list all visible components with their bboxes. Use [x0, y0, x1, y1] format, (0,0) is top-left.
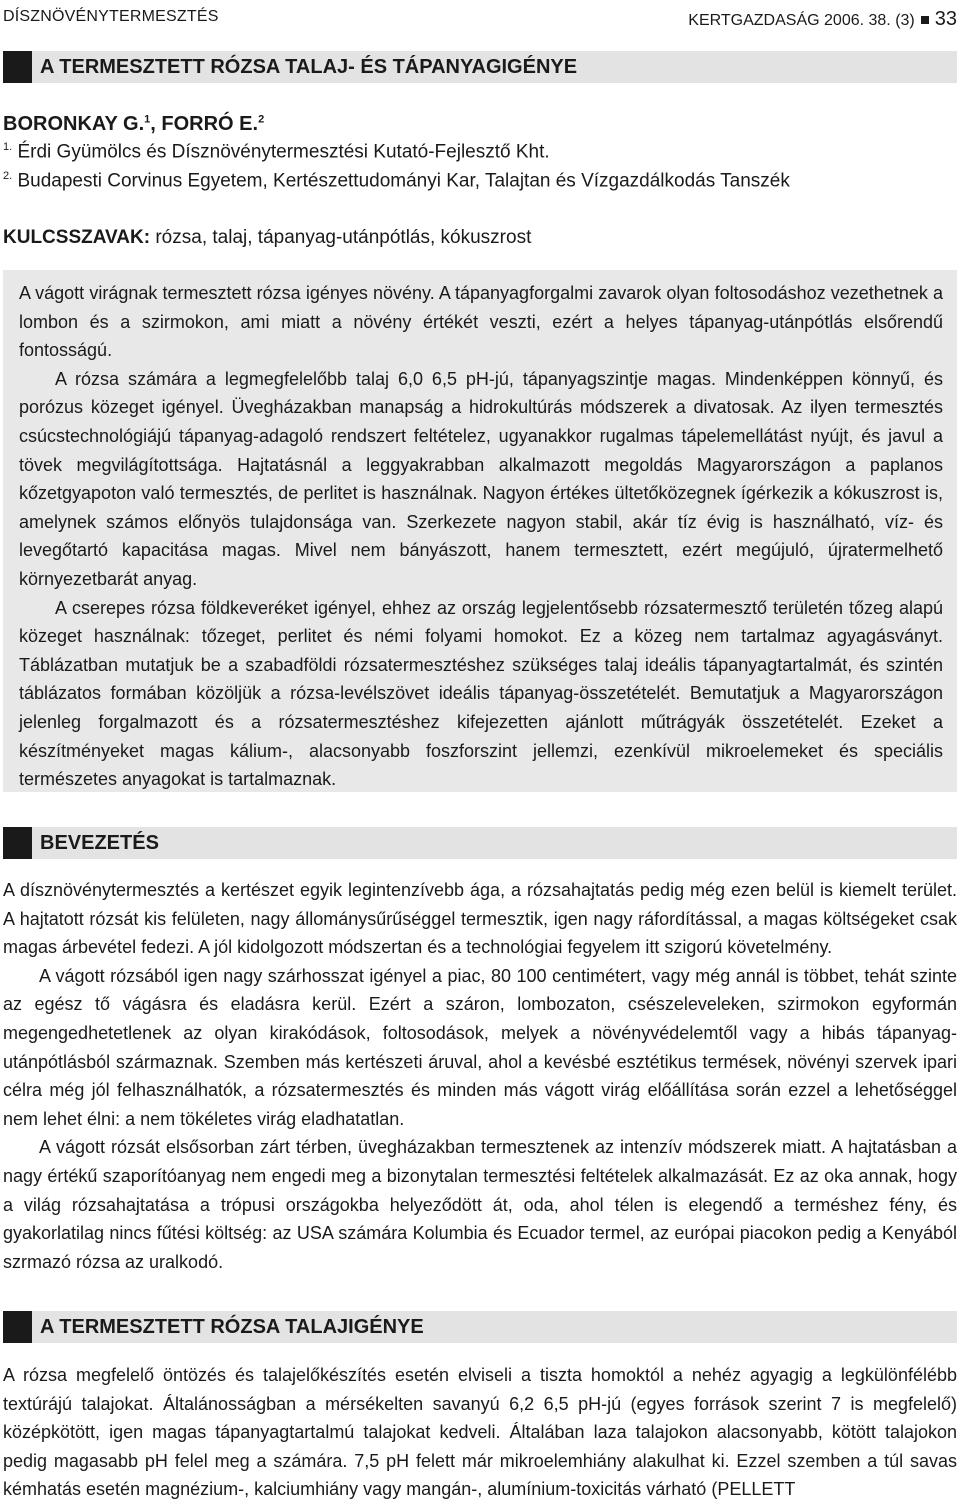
- body-paragraph: A vágott rózsát elsősorban zárt térben, üvegházakban termesztenek az intenzív módszerek miatt. A hajtatásban a nagy értékű szaporítóanyag nem engedi meg a bizonytalan termesztési feltételek alkalmazását. Ez az oka annak, hogy a világ rózsahajtatása a trópusi országokba helyeződött át, oda, ahol télen is elegendő a terméshez fény, és gyakorlatilag nincs fűtési költség: az USA számára Kolumbia és Ecuador termel, az európai piacokon pedig a Kenyából szrmazó rózsa az uralkodó.: [3, 1137, 957, 1272]
- square-bullet-icon: [921, 16, 929, 24]
- body-paragraph: A vágott rózsából igen nagy szárhosszat igényel a piac, 80 100 centimétert, vagy még annál is többet, tehát szinte az egész tő vágásra és eladásra kerül. Ezért a száron, lombozaton, csészeleveleken, szirmokon egyformán megengedhetetlenek az olyan kirakódások, foltosodások, melyek a növényvédelemtől vagy a hibás tápanyag-utánpótlásból származnak. Szemben más kertészeti áruval, ahol a kevésbé esztétikus termések, növényi szervek ipari célra még jól felhasználhatók, a rózsatermesztés és minden más vágott virág előállítása során ezzel a lehetőséggel nem lehet élni: a nem tökéletes virág eladhatatlan.: [3, 965, 957, 1129]
- abstract-text: [19, 279, 943, 794]
- section-body: [3, 1361, 957, 1504]
- body-paragraph: A rózsa megfelelő öntözés és talajelőkészítés esetén elviseli a tiszta homoktól a nehéz agyagig a legkülönfélébb textúrájú talajokat. Általánosságban a mérsékelten savanyú 6,2 6,5 pH-jú (egyes források szerint 7 is megfelelő) középkötött, igen magas tápanyagtartalmú talajokat kedveli. Általában laza talajokon alacsonyabb, kötött talajokon pedig magasabb pH felel meg a számára. 7,5 pH felett már mikroelemhiány alakulhat ki. Ezzel szemben a túl savas kémhatás esetén magnézium-, kalciumhiány vagy mangán-, alumínium-toxicitás várható (PELLETT: [3, 1365, 957, 1500]
- affiliation-2: $^{2.}$ Budapesti Corvinus Egyetem, Kertészettudományi Kar, Talajtan és Vízgazdálkodás Tanszék: [3, 170, 790, 192]
- journal-issue: KERTGAZDASÁG 2006. 38. (3): [688, 12, 915, 29]
- title-bar: [3, 51, 957, 83]
- section-heading: A TERMESZTETT RÓZSA TALAJIGÉNYE: [40, 1316, 424, 1338]
- journal-section: DÍSZNÖVÉNYTERMESZTÉS: [3, 8, 219, 25]
- journal-citation: [688, 8, 957, 31]
- abstract-paragraph: A rózsa számára a legmegfelelőbb talaj 6,0 6,5 pH-jú, tápanyagszintje magas. Mindenképpen könnyű, és porózus közeget igényel. Üvegházakban manapság a hidrokultúrás módszerek a divatosak. Az ilyen termesztés csúcstechnológiájú tápanyag-adagoló rendszert feltételez, ugyanakkor rugalmas tápelemellátást nyújt, és javul a tövek megvilágítottsága. Hajtatásnál a leggyakrabban alkalmazott megoldás Magyarországon a paplanos kőzetgyapoton való termesztés, de perlitet is használnak. Nagyon értékes ültetőközegnek ígérkezik a kókuszrost is, amelynek számos előnyös tulajdonsága van. Szerkezete nagyon stabil, akár tíz évig is használható, víz- és levegőtartó kapacitása magas. Mivel nem bányászott, hanem termesztett, ezért megújuló, újratermelhető környezetbarát anyag.: [19, 368, 943, 589]
- section-heading-bar: [3, 1311, 957, 1343]
- page-number: 33: [934, 8, 957, 30]
- keywords-text: rózsa, talaj, tápanyag-utánpótlás, kókuszrost: [155, 227, 532, 248]
- section-body: [3, 876, 957, 1276]
- affiliation-1: $^{1.}$ Érdi Gyümölcs és Dísznövénytermesztési Kutató-Fejlesztő Kht.: [3, 141, 550, 163]
- section-heading-bar: [3, 827, 957, 859]
- paper-title: A TERMESZTETT RÓZSA TALAJ- ÉS TÁPANYAGIGÉNYE: [40, 56, 578, 78]
- section-heading: BEVEZETÉS: [40, 832, 159, 854]
- running-header: [3, 5, 957, 31]
- section-marker-block: [3, 1311, 32, 1343]
- section-marker-block: [3, 827, 32, 859]
- abstract-paragraph: A vágott virágnak termesztett rózsa igényes növény. A tápanyagforgalmi zavarok olyan foltosodáshoz vezethetnek a lombon és a szirmokon, ami miatt a növény értékét veszti, ezért a helyes tápanyag-utánpótlás elsőrendű fontosságú.: [19, 283, 943, 361]
- keywords: [3, 227, 531, 249]
- authors: BORONKAY G.$^1$, FORRÓ E.$^2$: [3, 113, 265, 135]
- title-marker-block: [3, 51, 32, 83]
- body-paragraph: A dísznövénytermesztés a kertészet egyik legintenzívebb ága, a rózsahajtatás pedig még ezen belül is kiemelt terület. A hajtatott rózsát kis felületen, nagy állománysűrűséggel termesztik, igen nagy ráfordítással, a magas költségeket csak magas árbevétel fedezi. A jól kidolgozott módszertan és a technológiai fegyelem itt szigorú követelmény.: [3, 880, 957, 958]
- keywords-label: KULCSSZAVAK:: [3, 227, 151, 248]
- abstract-paragraph: A cserepes rózsa földkeveréket igényel, ehhez az ország legjelentősebb rózsatermesztő területén tőzeg alapú közeget használnak: tőzeget, perlitet és némi folyami homokot. Ez a közeg nem tartalmaz agyagásványt. Táblázatban mutatjuk be a szabadföldi rózsatermesztéshez szükséges talaj ideális tápanyagtartalmát, és szintén táblázatos formában közöljük a rózsa-levélszövet ideális tápanyag-összetételét. Bemutatjuk a Magyarországon jelenleg forgalmazott és a rózsatermesztéshez kifejezetten ajánlott műtrágyák összetételét. Ezeket a készítményeket magas kálium-, alacsonyabb foszforszint jellemzi, ezenkívül mikroelemeket és speciális természetes anyagokat is tartalmaznak.: [19, 597, 943, 790]
- abstract-box: [3, 270, 957, 792]
